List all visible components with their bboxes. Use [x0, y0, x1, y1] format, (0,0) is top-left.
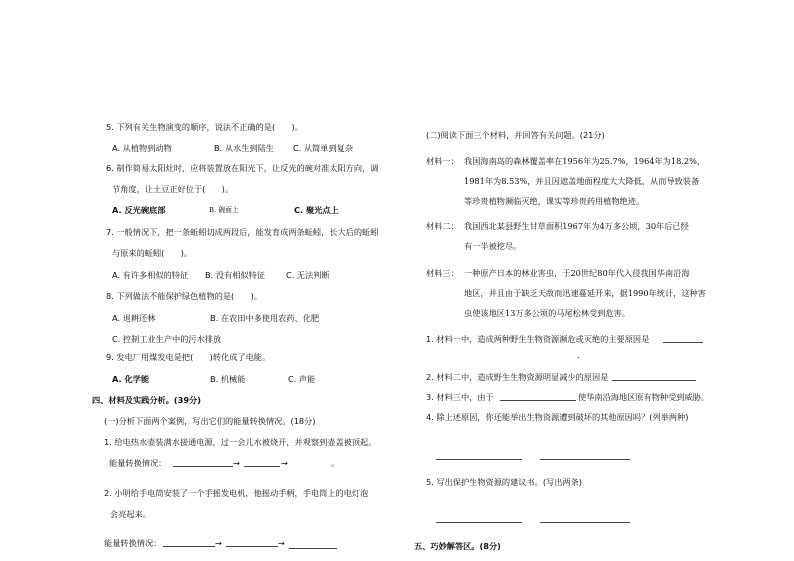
q9-option-c: C. 声能	[288, 374, 316, 384]
case-2-blank-2[interactable]	[226, 546, 278, 547]
question-8: 8. 下列做法不能保护绿色植物的是( )。	[106, 291, 262, 301]
q9-option-a: A. 化学能	[112, 374, 150, 384]
r5-blank-2[interactable]	[540, 522, 630, 523]
q7-option-a: A. 有许多相似的特征	[112, 270, 189, 280]
q6-option-b: B. 碗面上	[209, 206, 239, 214]
question-6-line1: 6. 制作简易太阳灶时，应将装置放在阳光下，让反光的碗对准太阳方向，调	[106, 163, 379, 173]
case-1-answer-label: 能量转换情况：	[109, 458, 167, 468]
question-r4: 4. 除上述原因，你还能举出生物资源遭到破坏的其他原因吗？(列举两种)	[426, 412, 689, 422]
case-2-answer-label: 能量转换情况：	[104, 538, 162, 548]
sub-section-2-heading: (二)阅读下面三个材料，并回答有关问题。(21分)	[426, 130, 605, 140]
q6-option-a: A. 反光碗底部	[112, 205, 166, 215]
r4-blank-1[interactable]	[436, 459, 522, 460]
q8-option-a: A. 退耕还林	[112, 313, 156, 323]
material-3-line1: 一种原产日本的林业害虫，于20世纪80年代入侵我国华南沿海	[464, 268, 690, 278]
case-1-blank-2[interactable]	[244, 466, 280, 467]
material-2-label: 材料二：	[426, 221, 459, 231]
case-2-arrow-2: →	[278, 538, 285, 548]
question-r2: 2. 材料二中，造成野生生物资源明显减少的原因是	[426, 372, 609, 382]
material-1-line1: 我国海南岛的森林覆盖率在1956年为25.7%，1964年为18.2%，	[464, 156, 706, 166]
question-r3-part2: 使华南沿海地区原有物种受到威胁。	[578, 392, 710, 402]
case-2-line2: 会亮起来。	[110, 509, 151, 519]
material-2-line1: 我国西北某县野生甘草面积1967年为4万多公顷，30年后已经	[464, 221, 689, 231]
case-1-arrow-2: →	[281, 458, 288, 468]
r2-blank[interactable]	[612, 380, 696, 381]
q8-option-b: B. 在农田中多使用农药、化肥	[210, 313, 320, 323]
case-2-arrow-1: →	[215, 538, 222, 548]
case-1-arrow-1: →	[233, 458, 240, 468]
question-6-line2: 节角度，让土豆正好位于( )。	[112, 184, 234, 194]
question-7-line2: 与原来的蚯蚓( )。	[112, 248, 193, 258]
question-r1: 1. 材料一中，造成两种野生生物资源濒危或灭绝的主要原因是	[426, 334, 650, 344]
case-2-blank-1[interactable]	[163, 546, 215, 547]
r1-dot: .	[577, 350, 580, 360]
case-1-period: 。	[331, 458, 340, 468]
section-5-heading: 五、巧妙解答区。(8分)	[414, 541, 501, 551]
q7-option-b: B. 没有相似特征	[205, 270, 265, 280]
q8-option-c: C. 控制工业生产中的污水排放	[112, 334, 222, 344]
case-2-blank-3[interactable]	[289, 548, 337, 549]
r5-blank-1[interactable]	[436, 522, 522, 523]
material-1-line3: 等珍贵植物濒临灭绝，课实等珍贵药用植物绝迹。	[464, 196, 645, 206]
q7-option-c: C. 无法判断	[286, 270, 330, 280]
question-5: 5. 下列有关生物演变的顺序，说法不正确的是( )。	[106, 122, 303, 132]
case-2-line1: 2. 小明给手电筒安装了一个手摇发电机，他摇动手柄，手电筒上的电灯泡	[104, 488, 369, 498]
material-1-line2: 1981年为8.53%，并且因遮盖地面程度大大降低，从而导致装备	[464, 176, 700, 186]
q5-option-b: B. 从水生到陆生	[214, 143, 274, 153]
question-7-line1: 7. 一般情况下，把一条蚯蚓切成两段后，能发育成两条蚯蚓，长大后的蚯蚓	[106, 227, 379, 237]
material-3-line2: 地区，并且由于缺乏天敌而迅速蔓延开来，据1990年统计，这种害	[464, 288, 706, 298]
material-3-label: 材料三：	[426, 268, 459, 278]
material-2-line2: 有一半被挖尽。	[464, 241, 522, 251]
q5-option-c: C. 从简单到复杂	[293, 143, 354, 153]
r3-blank[interactable]	[500, 400, 576, 401]
question-r5: 5. 写出保护生物资源的建议书。(写出两条)	[426, 477, 582, 487]
material-3-line3: 虫使该地区13万多公顷的马尾松林受到危害。	[464, 308, 630, 318]
r1-blank[interactable]	[663, 342, 703, 343]
q9-option-b: B. 机械能	[210, 374, 246, 384]
section-4-heading: 四、材料及实践分析。(39分)	[92, 395, 201, 405]
r4-blank-2[interactable]	[540, 459, 630, 460]
q6-option-c: C. 聚光点上	[294, 205, 339, 215]
case-1-blank-1[interactable]	[173, 466, 233, 467]
q5-option-a: A. 从植物到动物	[112, 143, 172, 153]
question-r3-part1: 3. 材料三中，由于	[426, 392, 494, 402]
material-1-label: 材料一：	[426, 156, 459, 166]
case-1-text: 1. 给电热水壶装满水接通电源，过一会儿水被烧开，并观察到壶盖被顶起。	[104, 437, 377, 447]
sub-section-1-heading: (一)分析下面两个案例，写出它们的能量转换情况。(18分)	[104, 416, 316, 426]
question-9: 9. 发电厂用煤发电是把( )转化成了电能。	[106, 352, 271, 362]
